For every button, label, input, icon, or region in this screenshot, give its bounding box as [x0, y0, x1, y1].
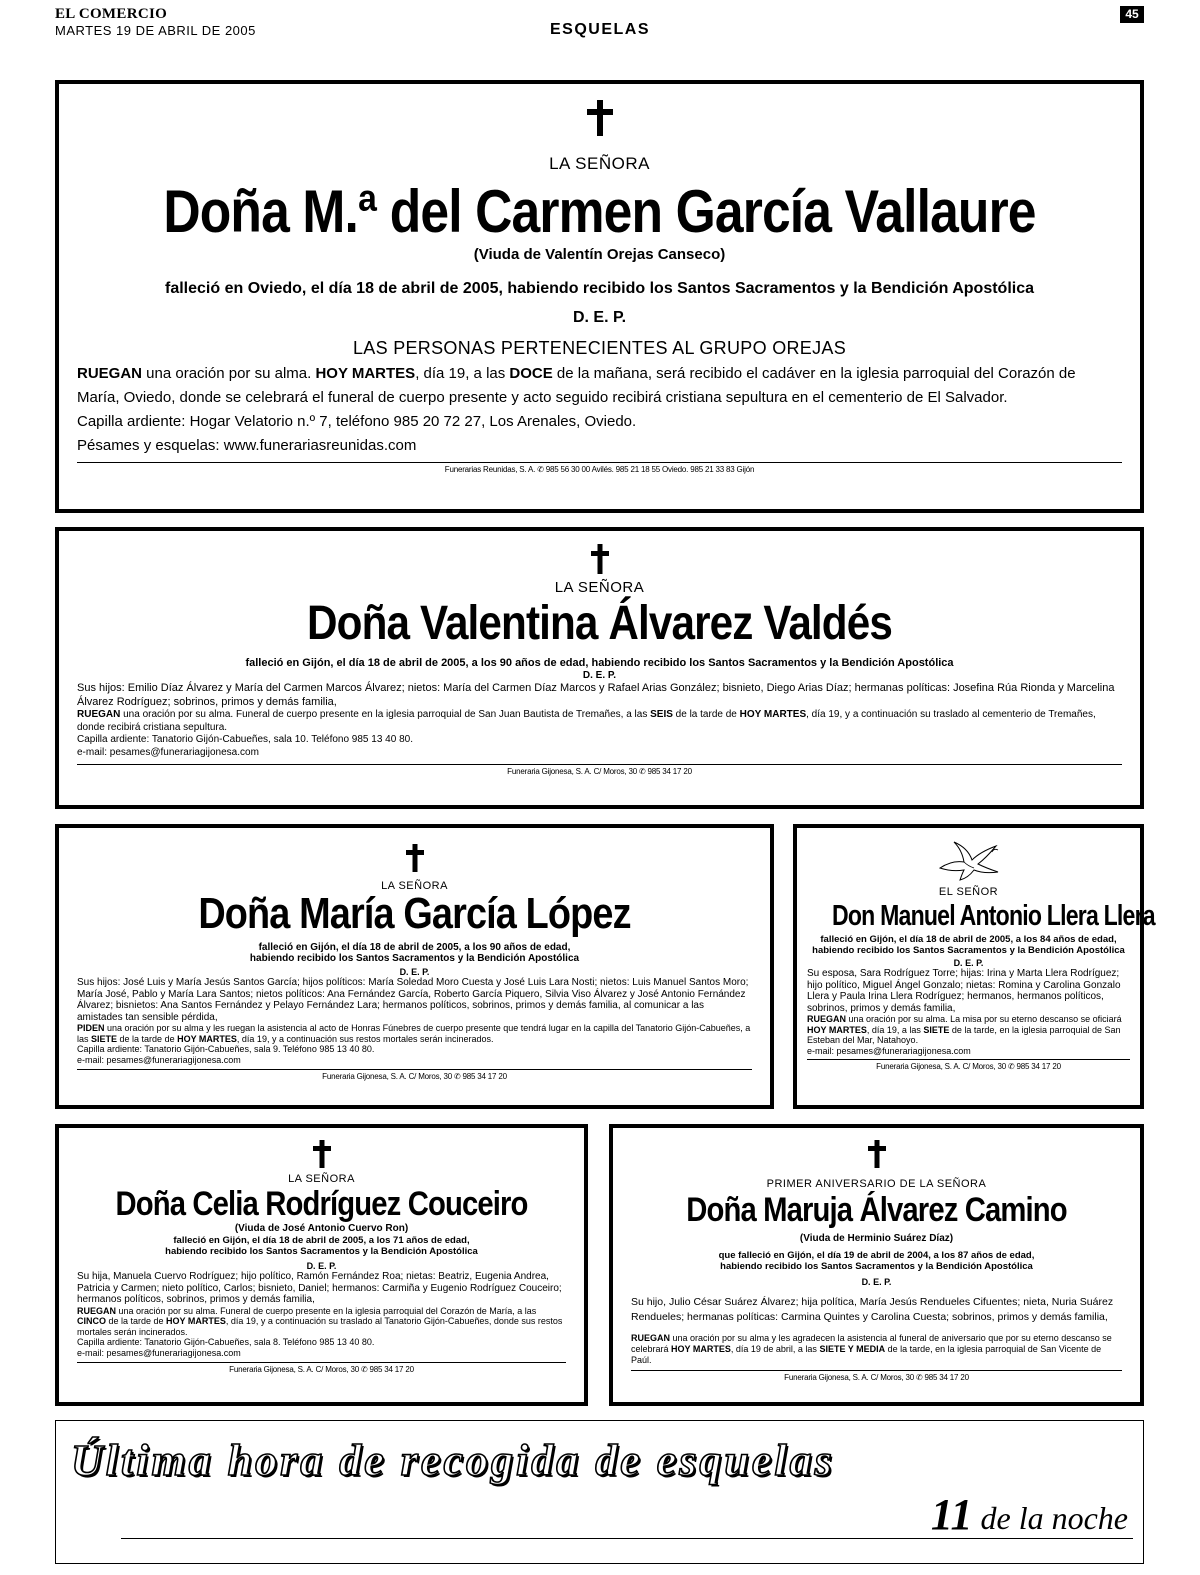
obituary-garcia-vallaure — [55, 80, 1144, 513]
funeral-details: RUEGAN una oración por su alma. Funeral de cuerpo presente en la iglesia parroquial de San Juan Bautista de Tremañes, a las SEIS de la tarde de HOY MARTES, día 19, y a continuación su traslado al cementerio de Tremañes, donde recibirá cristiana sepultura. Capilla ardiente: Tanatorio Gijón-Cabueñes, sala 10. Teléfono 985 13 40 80. e-mail: pesames@funerariagijonesa.com — [77, 709, 1096, 758]
funeral-details: RUEGAN una oración por su alma. Funeral de cuerpo presente en la iglesia parroquial del Corazón de María, a las CINCO de la tarde de HOY MARTES, día 19, y a continuación su traslado al Tanatorio Gijón-Cabueñes, donde sus restos mortales serán incinerados. Capilla ardiente: Tanatorio Gijón-Cabueñes, sala 8. Teléfono 985 13 40 80. e-mail: pesames@funerariagijonesa.com — [77, 1305, 563, 1358]
funeral-details: RUEGAN una oración por su alma. HOY MARTES, día 19, a las DOCE de la mañana, será recibido el cadáver en la iglesia parroquial del Corazón de María, Oviedo, donde se celebrará el funeral de cuerpo presente y acto seguido recibirá cristiana sepultura en el cementerio de El Salvador. Capilla ardiente: Hogar Velatorio n.º 7, teléfono 985 20 72 27, Los Arenales, Oviedo. Pésames y esquelas: www.funerariasreunidas.com — [77, 365, 1076, 454]
chapel-info: Capilla ardiente: Tanatorio Gijón-Cabueñes, sala 8. Teléfono 985 13 40 80. — [77, 1337, 375, 1347]
deceased-name: Doña M.ª del Carmen García Vallaure — [163, 178, 1036, 245]
obituary-title: LA SEÑORA — [554, 579, 645, 596]
obituary-garcia-lopez — [55, 824, 774, 1109]
death-notice: falleció en Gijón, el día 18 de abril de 2005, a los 84 años de edad, habiendo recibido los Santos Sacramentos y la Bendición Apostólica — [812, 934, 1125, 956]
cross-icon — [591, 544, 609, 574]
notice-headline: Última hora de recogida de esquelas — [71, 1436, 835, 1485]
divider — [121, 1538, 1133, 1539]
chapel-info: Capilla ardiente: Tanatorio Gijón-Cabueñes, sala 10. Teléfono 985 13 40 80. — [77, 734, 413, 745]
chapel-info: Capilla ardiente: Hogar Velatorio n.º 7, teléfono 985 20 72 27, Los Arenales, Oviedo. — [77, 413, 637, 430]
funeral-details: RUEGAN una oración por su alma. La misa por su eterno descanso se oficiará HOY MARTES, día 19, a las SIETE de la tarde, en la iglesia parroquial de San Esteban del Mar, Natahoyo. e-mail: pesames@funerariagijonesa.com — [807, 1014, 1122, 1056]
deceased-name: Doña María García López — [198, 889, 631, 938]
obituary-title: LA SEÑORA — [288, 1173, 355, 1185]
obituary-rodriguez-couceiro — [55, 1124, 588, 1406]
funeral-home: Funeraria Gijonesa, S. A. C/ Moros, 30 ✆ 985 34 17 20 — [322, 1072, 507, 1081]
dep: D. E. P. — [953, 958, 984, 968]
widow-note: (Viuda de José Antonio Cuervo Ron) — [234, 1223, 409, 1234]
cross-icon — [587, 100, 613, 136]
obituary-alvarez-camino — [609, 1124, 1144, 1406]
dep: D. E. P. — [572, 309, 627, 326]
deceased-name: Doña Celia Rodríguez Couceiro — [115, 1185, 528, 1223]
family-list: Sus hijos: José Luis y María Jesús Santos García; hijos políticos: María Soledad Moro Cuesta y José Luis Lara Nosti; nietos: Luis Manuel Santos Moro; María José, Pablo y María Lara Santos; nietos políticos: Ana Fernández García, Roberto García Piquero, Silvia Viso Álvarez y José Antonio Fernández Álvarez; bisnietos: Ana Santos Fernández y Pelayo Fernández Lara; hermanos políticos, sobrinos, primos y demás familia, al comunicar a las amistades tan sensible pérdida, — [77, 977, 749, 1023]
funeral-home: Funeraria Gijonesa, S. A. C/ Moros, 30 ✆ 985 34 17 20 — [876, 1062, 1061, 1071]
email-link[interactable]: e-mail: pesames@funerariagijonesa.com — [807, 1045, 971, 1056]
death-notice: que falleció en Gijón, el día 19 de abril de 2004, a los 87 años de edad, habiendo recibido los Santos Sacramentos y la Bendición Apostólica — [718, 1250, 1035, 1272]
funeral-home: Funeraria Gijonesa, S. A. C/ Moros, 30 ✆ 985 34 17 20 — [784, 1373, 969, 1382]
obituary-title: LA SEÑORA — [549, 154, 650, 173]
cross-icon — [406, 844, 424, 872]
family-list: Su esposa, Sara Rodríguez Torre; hijas: Irina y Marta Llera Rodríguez; hijo político, Miguel Ángel Gonzalo; nietas: Romina y Carolina Gonzalo Llera y Paula Irina Llera Rodríguez; hermanos, hermanos políticos, sobrinos, primos y demás familia, — [807, 968, 1121, 1014]
obituary-title: PRIMER ANIVERSARIO DE LA SEÑORA — [766, 1178, 987, 1190]
page-number: 45 — [1120, 6, 1144, 23]
widow-note: (Viuda de Valentín Orejas Canseco) — [473, 246, 726, 263]
family-list: Sus hijos: Emilio Díaz Álvarez y María del Carmen Marcos Álvarez; nietos: María del Carmen Díaz Marcos y Rafael Arias González; bisnieto, Diego Arias Díaz; hermanas políticas: Josefina Rúa Rionda y Marcelina Álvarez Rodríguez; sobrinos, primos y demás familia, — [77, 682, 1115, 708]
family-group: LAS PERSONAS PERTENECIENTES AL GRUPO OREJAS — [352, 338, 847, 358]
website-link[interactable]: Pésames y esquelas: www.funerariasreunidas.com — [77, 437, 417, 454]
dep: D. E. P. — [582, 670, 617, 681]
obituary-llera-llera — [793, 824, 1155, 1109]
email-link[interactable]: e-mail: pesames@funerariagijonesa.com — [77, 1054, 241, 1065]
deceased-name: Doña Valentina Álvarez Valdés — [307, 597, 892, 650]
newspaper-name: EL COMERCIO — [55, 6, 168, 22]
cross-icon — [313, 1140, 331, 1168]
death-notice: falleció en Oviedo, el día 18 de abril de 2005, habiendo recibido los Santos Sacramentos y la Bendición Apostólica — [165, 280, 1034, 297]
cross-icon — [868, 1140, 886, 1168]
death-notice: falleció en Gijón, el día 18 de abril de 2005, a los 90 años de edad, habiendo recibido los Santos Sacramentos y la Bendición Apostólica — [249, 942, 580, 964]
dep: D. E. P. — [399, 967, 430, 977]
family-list: Su hija, Manuela Cuervo Rodríguez; hijo político, Ramón Fernández Roa; nietas: Beatriz, Eugenia Andrea, Patricia y Carmen; nieto político, Carlos; bisnieto, Daniel; hermanos: Carmiña y Eugenio Rodríguez Couceiro; hermanos políticos, sobrinos, primos y demás familia, — [77, 1271, 562, 1305]
widow-note: (Viuda de Herminio Suárez Díaz) — [799, 1233, 954, 1244]
funeral-details: PIDEN una oración por su alma y les ruegan la asistencia al acto de Honras Fúnebres de cuerpo presente que tendrá lugar en la capilla del Tanatorio Gijón-Cabueñes, a las SIETE de la tarde de HOY MARTES, día 19, y a continuación sus restos mortales serán incinerados. Capilla ardiente: Tanatorio Gijón-Cabueñes, sala 9. Teléfono 985 13 40 80. e-mail: pesames@funerariagijonesa.com — [77, 1023, 751, 1065]
funeral-home: Funerarias Reunidas, S. A. ✆ 985 56 30 00 Avilés. 985 21 18 55 Oviedo. 985 21 33 83 Gijón — [444, 465, 755, 474]
family-list: Su hijo, Julio César Suárez Álvarez; hija política, María Jesús Rendueles Cifuentes; nieta, Nuria Suárez Rendueles; hermanas políticas: Carmina Quintes y Carolina Cuesta; sobrinos, primos y demás familia, — [631, 1296, 1114, 1323]
email-link[interactable]: e-mail: pesames@funerariagijonesa.com — [77, 746, 259, 758]
funeral-home: Funeraria Gijonesa, S. A. C/ Moros, 30 ✆ 985 34 17 20 — [229, 1365, 414, 1374]
chapel-info: Capilla ardiente: Tanatorio Gijón-Cabueñes, sala 9. Teléfono 985 13 40 80. — [77, 1044, 375, 1054]
dep: D. E. P. — [861, 1277, 892, 1287]
funeral-home: Funeraria Gijonesa, S. A. C/ Moros, 30 ✆ 985 34 17 20 — [507, 767, 692, 776]
obituary-alvarez-valdes — [55, 527, 1144, 809]
funeral-details: RUEGAN una oración por su alma y les agradecen la asistencia al funeral de aniversario que por su eterno descanso se celebrará HOY MARTES, día 19 de abril, a las SIETE Y MEDIA de la tarde, en la iglesia parroquial de San Vicente de Paúl. — [631, 1333, 1112, 1365]
deadline-notice — [55, 1420, 1144, 1564]
section-title: ESQUELAS — [549, 21, 650, 38]
dove-icon — [934, 838, 1004, 884]
deceased-name: Doña Maruja Álvarez Camino — [686, 1191, 1067, 1229]
death-notice: falleció en Gijón, el día 18 de abril de 2005, a los 90 años de edad, habiendo recibido los Santos Sacramentos y la Bendición Apostólica — [245, 657, 954, 669]
dep: D. E. P. — [306, 1261, 337, 1271]
deceased-name: Don Manuel Antonio Llera Llera — [831, 900, 1155, 932]
death-notice: falleció en Gijón, el día 18 de abril de 2005, a los 71 años de edad, habiendo recibido los Santos Sacramentos y la Bendición Apostólica — [165, 1235, 478, 1257]
notice-hour: 11 de la noche — [930, 1490, 1128, 1539]
obituary-title: EL SEÑOR — [938, 886, 999, 898]
obituary-title: LA SEÑORA — [381, 880, 448, 892]
email-link[interactable]: e-mail: pesames@funerariagijonesa.com — [77, 1347, 241, 1358]
issue-date: MARTES 19 DE ABRIL DE 2005 — [55, 23, 256, 38]
